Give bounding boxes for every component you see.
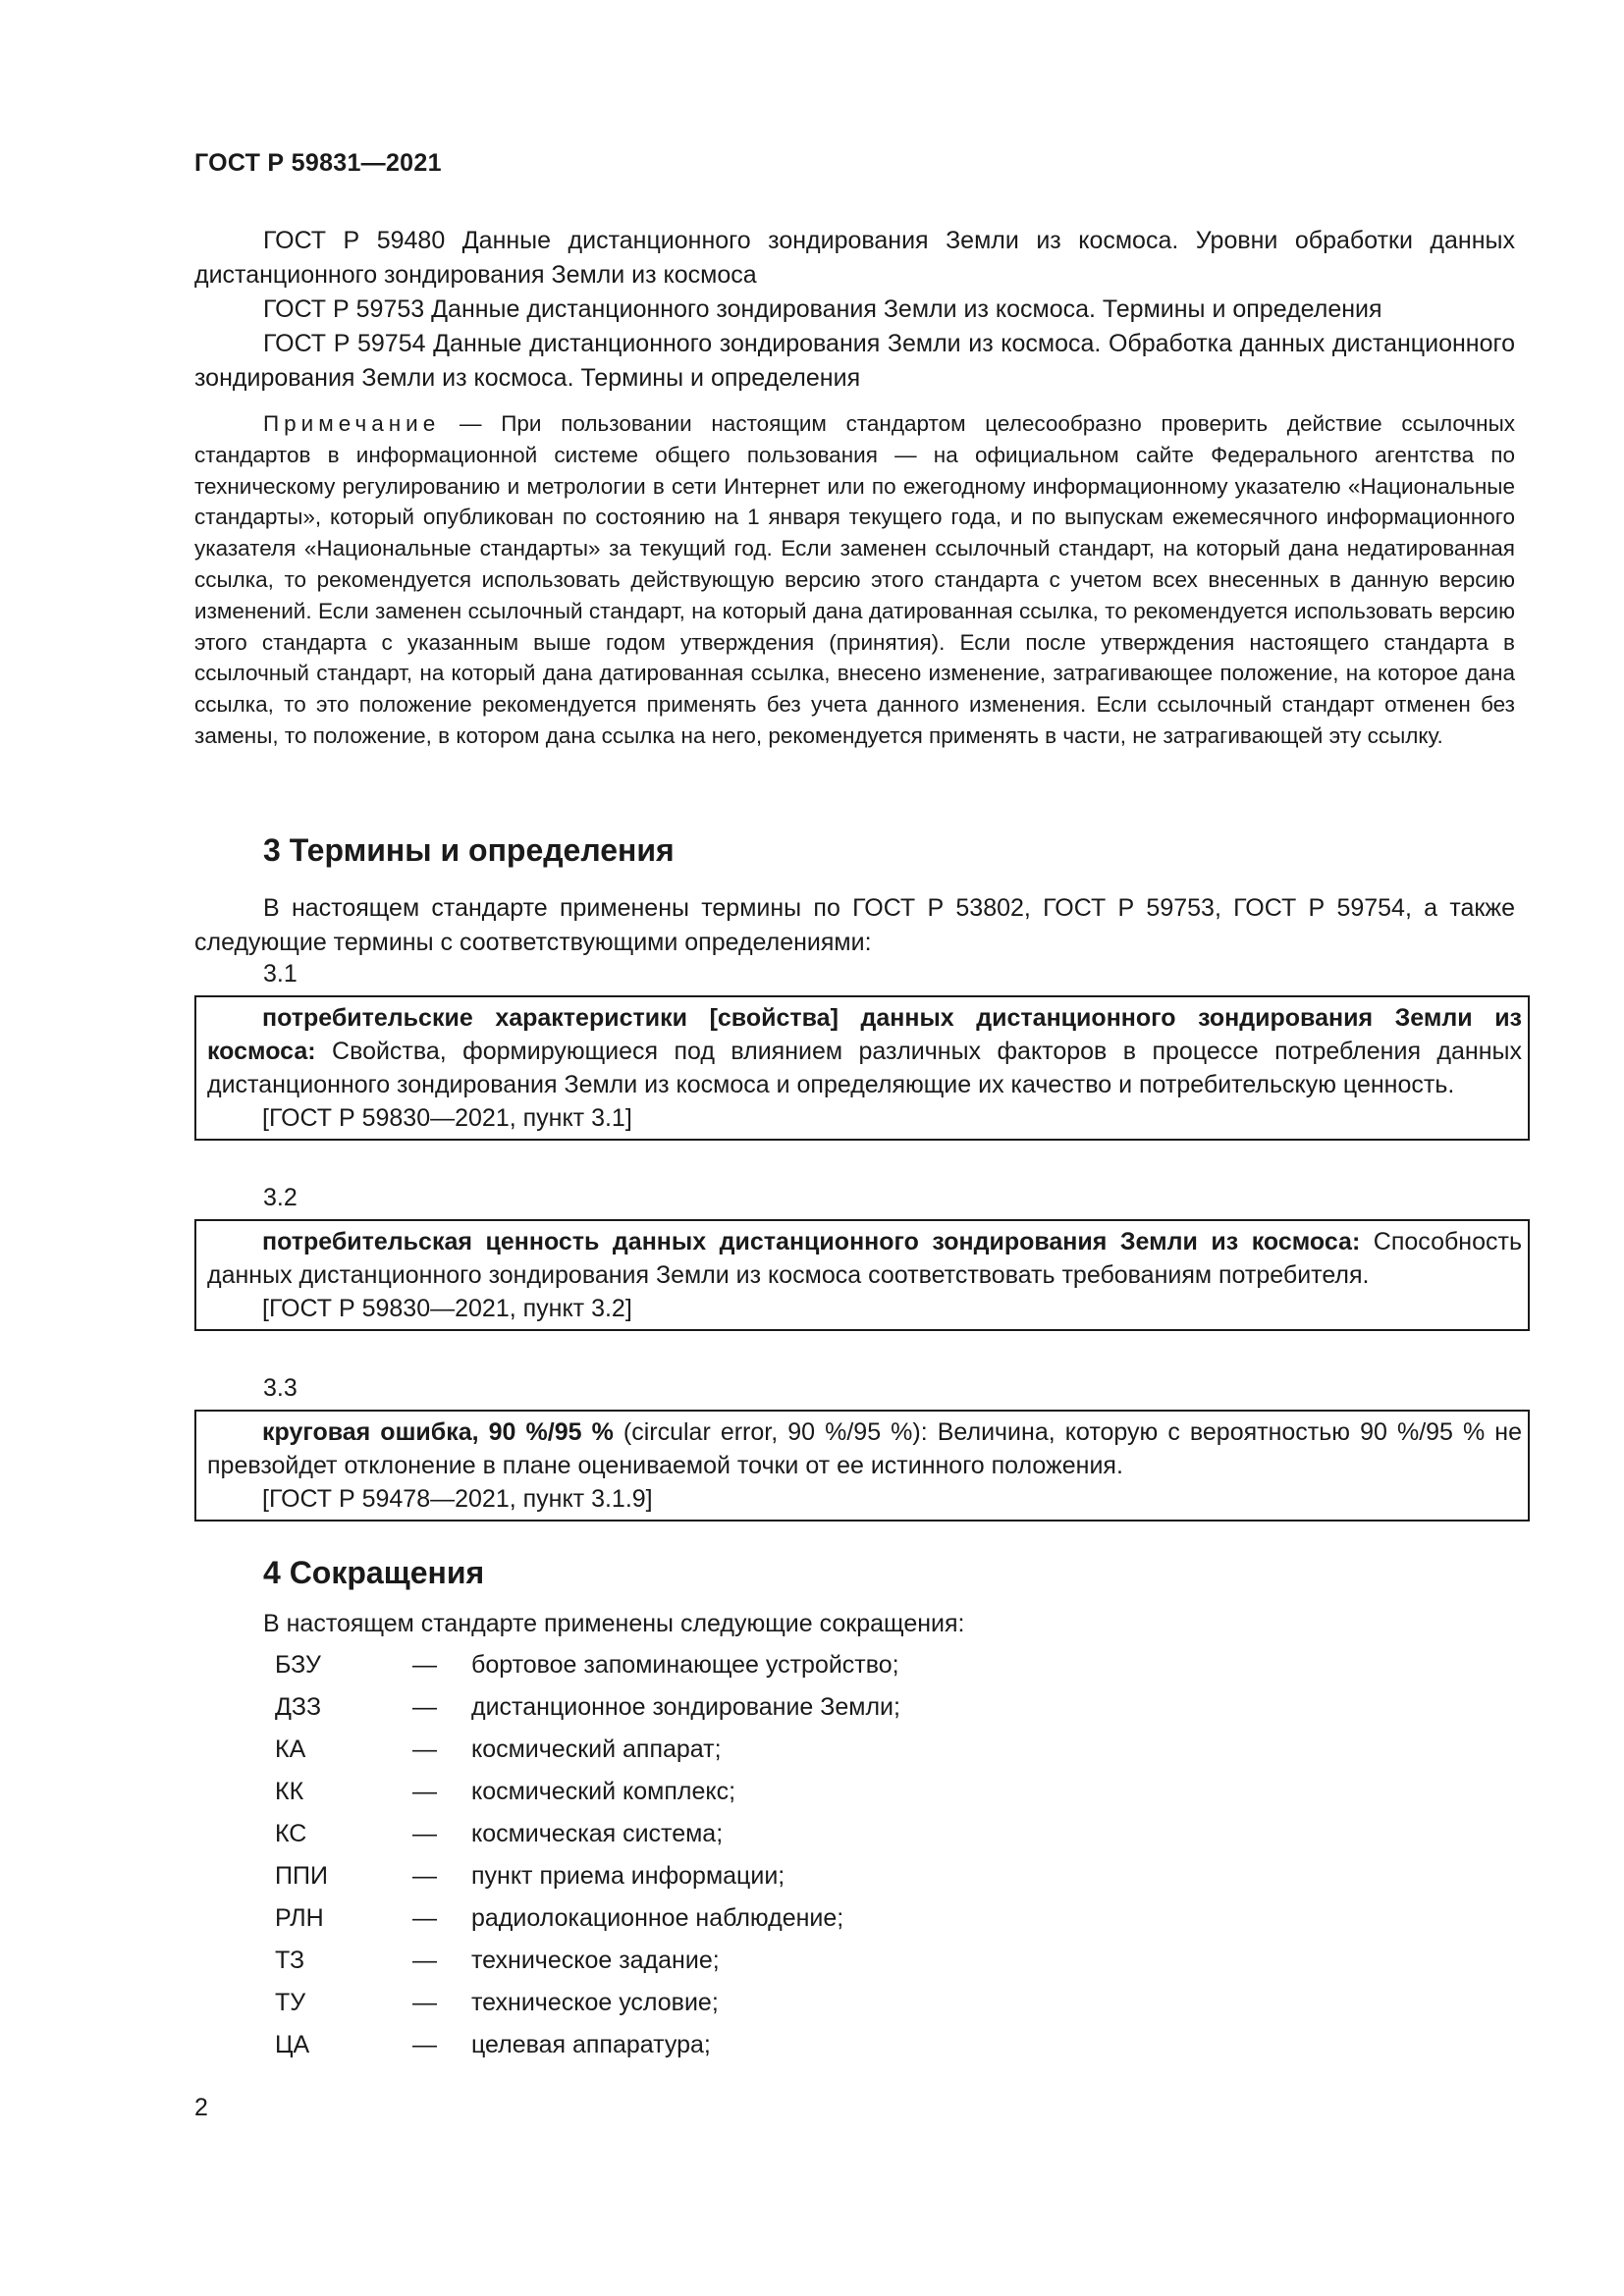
abbreviation-row [275, 1862, 1159, 1904]
abbreviation-dash: — [412, 1862, 437, 1890]
abbreviation-dash: — [412, 1693, 437, 1721]
abbreviation-dash: — [412, 1651, 437, 1679]
term-number: 3.2 [263, 1184, 298, 1211]
terms-intro-text: В настоящем стандарте применены термины по ГОСТ Р 53802, ГОСТ Р 59753, ГОСТ Р 59754, а также следующие термины с соответствующими определениями: [194, 894, 1515, 956]
term-source: [ГОСТ Р 59830—2021, пункт 3.1] [262, 1104, 632, 1132]
term-definition-text: Способность данных дистанционного зондирования Земли из космоса соответствовать требованиям потребителя. [207, 1228, 1522, 1289]
term-definition [207, 1415, 1522, 1482]
abbreviation-meaning: целевая аппаратура; [471, 2031, 711, 2058]
abbreviation-dash: — [412, 1904, 437, 1932]
section-terms-intro [194, 891, 1515, 960]
abbreviation-code: КА [275, 1735, 306, 1763]
abbreviation-code: РЛН [275, 1904, 324, 1932]
abbreviation-code: ТУ [275, 1989, 306, 2016]
abbreviation-dash: — [412, 1778, 437, 1805]
reference-item: ГОСТ Р 59754 Данные дистанционного зондирования Земли из космоса. Обработка данных дистанционного зондирования Земли из космоса. Термины и определения [194, 330, 1515, 392]
note-text: — При пользовании настоящим стандартом целесообразно проверить действие ссылочных стандартов в информационной системе общего пользования — на официальном сайте Федерального агентства по техническому регулированию и метрологии в сети Интернет или по ежегодному информационному указателю «Национальные стандарты», который опубликован по состоянию на 1 января текущего года, и по выпускам ежемесячного информационного указателя «Национальные стандарты» за текущий год. Если заменен ссылочный стандарт, на который дана недатированная ссылка, то рекомендуется использовать действующую версию этого стандарта с учетом всех внесенных в данную версию изменений. Если заменен ссылочный стандарт, на который дана датированная ссылка, то рекомендуется использовать версию этого стандарта с указанным выше годом утверждения (принятия). Если после утверждения настоящего стандарта в ссылочный стандарт, на который дана датированная ссылка, внесено изменение, затрагивающее положение, на которое дана ссылка, то это положение рекомендуется применять без учета данного изменения. Если ссылочный стандарт отменен без замены, то положение, в котором дана ссылка на него, рекомендуется применять в части, не затрагивающей эту ссылку. [194, 411, 1515, 748]
abbreviation-row [275, 1651, 1159, 1693]
reference-item: ГОСТ Р 59753 Данные дистанционного зондирования Земли из космоса. Термины и определения [263, 295, 1382, 323]
term-name: потребительские характеристики [свойства] данных дистанционного зондирования Земли из космоса: [207, 1004, 1522, 1065]
term-number: 3.3 [263, 1374, 298, 1402]
abbreviation-meaning: бортовое запоминающее устройство; [471, 1651, 899, 1679]
abbreviation-dash: — [412, 1947, 437, 1974]
abbreviation-meaning: космическая система; [471, 1820, 724, 1847]
term-definition [207, 1225, 1522, 1292]
abbreviation-row [275, 1947, 1159, 1989]
abbreviation-row [275, 2031, 1159, 2073]
abbreviations-intro: В настоящем стандарте применены следующие сокращения: [263, 1610, 965, 1637]
abbreviation-dash: — [412, 1820, 437, 1847]
abbreviation-code: ТЗ [275, 1947, 305, 1974]
note-label: Примечание [263, 411, 441, 436]
abbreviation-code: КК [275, 1778, 304, 1805]
abbreviation-meaning: космический аппарат; [471, 1735, 722, 1763]
term-name: круговая ошибка, 90 %/95 % [262, 1418, 614, 1446]
term-definition-box [194, 1219, 1530, 1331]
abbreviation-meaning: техническое задание; [471, 1947, 720, 1974]
abbreviation-dash: — [412, 1735, 437, 1763]
abbreviation-code: КС [275, 1820, 307, 1847]
term-source: [ГОСТ Р 59478—2021, пункт 3.1.9] [262, 1485, 653, 1513]
abbreviations-list [275, 1651, 1159, 2073]
abbreviation-row [275, 1904, 1159, 1947]
abbreviation-row [275, 1735, 1159, 1778]
abbreviation-row [275, 1820, 1159, 1862]
reference-note [194, 408, 1515, 752]
abbreviation-dash: — [412, 2031, 437, 2058]
abbreviation-code: ЦА [275, 2031, 310, 2058]
abbreviation-code: БЗУ [275, 1651, 321, 1679]
term-source: [ГОСТ Р 59830—2021, пункт 3.2] [262, 1295, 632, 1322]
section-heading-abbreviations: 4 Сокращения [263, 1555, 485, 1590]
abbreviation-code: ДЗЗ [275, 1693, 322, 1721]
reference-item: ГОСТ Р 59480 Данные дистанционного зондирования Земли из космоса. Уровни обработки данных дистанционного зондирования Земли из космоса [194, 227, 1515, 289]
term-definition-text: Свойства, формирующиеся под влиянием различных факторов в процессе потребления данных дистанционного зондирования Земли из космоса и определяющие их качество и потребительскую ценность. [207, 1038, 1522, 1098]
abbreviation-meaning: пункт приема информации; [471, 1862, 785, 1890]
abbreviation-meaning: техническое условие; [471, 1989, 719, 2016]
abbreviation-row [275, 1989, 1159, 2031]
abbreviation-meaning: радиолокационное наблюдение; [471, 1904, 844, 1932]
abbreviation-meaning: дистанционное зондирование Земли; [471, 1693, 900, 1721]
abbreviation-code: ППИ [275, 1862, 328, 1890]
term-definition [207, 1001, 1522, 1101]
term-definition-box [194, 995, 1530, 1141]
abbreviation-row [275, 1693, 1159, 1735]
abbreviation-row [275, 1778, 1159, 1820]
abbreviation-dash: — [412, 1989, 437, 2016]
page-number: 2 [194, 2094, 208, 2121]
term-name: потребительская ценность данных дистанционного зондирования Земли из космоса: [262, 1228, 1361, 1255]
document-code-header: ГОСТ Р 59831—2021 [194, 149, 442, 177]
normative-references [194, 224, 1515, 396]
section-heading-terms: 3 Термины и определения [263, 832, 675, 868]
term-definition-box [194, 1410, 1530, 1522]
abbreviation-meaning: космический комплекс; [471, 1778, 736, 1805]
term-number: 3.1 [263, 960, 298, 988]
term-definition-text: (circular error, 90 %/95 %): Величина, которую с вероятностью 90 %/95 % не превзойдет отклонение в плане оцениваемой точки от ее истинного положения. [207, 1418, 1523, 1479]
